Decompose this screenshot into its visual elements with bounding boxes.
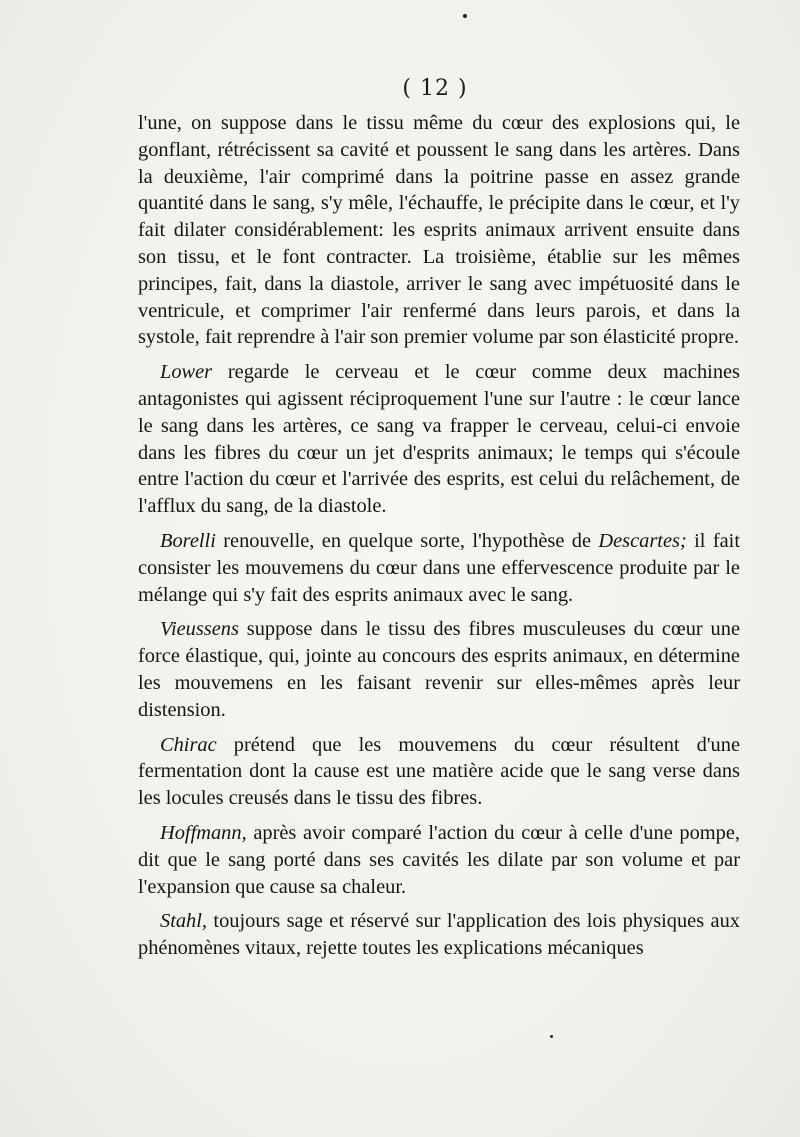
paragraph-text: toujours sage et réservé sur l'application des lois physiques aux phénomènes vitaux, rejette toutes les explications mécaniques [138,910,740,960]
author-name: Vieussens [160,618,239,641]
paragraph-5 [138,732,740,812]
author-name: Lower [160,361,213,384]
author-name: Descartes; [598,529,687,552]
paragraph-6 [138,820,740,900]
paragraph-text: l'une, on suppose dans le tissu même du cœur des explosions qui, le gonflant, rétrécissent sa cavité et poussent le sang dans les artères. Dans la deuxième, l'air comprimé dans la poitrine passe en assez grande quantité dans le sang, s'y mêle, l'échauffe, le précipite dans le cœur, et l'y fait dilater considérablement: les esprits animaux arrivent ensuite dans son tissu, et le font contracter. La troisième, établie sur les mêmes principes, fait, dans la diastole, arriver le sang avec impétuosité dans le ventricule, et comprimer l'air renfermé dans leurs parois, et dans la systole, fait reprendre à l'air son premier volume par son élasticité propre. [138,112,740,349]
author-name: Stahl, [160,910,208,933]
page-number: ( 12 ) [402,76,468,101]
paragraph-text: renouvelle, en quelque sorte, l'hypothèse de [215,529,599,552]
paragraph-7 [138,908,740,962]
ink-speck [463,14,467,18]
paragraph-text: prétend que les mouvemens du cœur résultent d'une fermentation dont la cause est une matière acide que le sang verse dans les locules creusés dans le tissu des fibres. [138,733,740,810]
paragraph-text: après avoir comparé l'action du cœur à celle d'une pompe, dit que le sang porté dans ses cavités les dilate par son volume et par l'expansion que cause sa chaleur. [138,821,740,898]
body-text [138,110,740,970]
paragraph-1 [138,110,740,351]
paragraph-text: suppose dans le tissu des fibres musculeuses du cœur une force élastique, qui, jointe au concours des esprits animaux, en détermine les mouvemens en les faisant revenir sur elles-mêmes après leur distension. [138,618,740,721]
paragraph-3 [138,528,740,608]
paragraph-text: regarde le cerveau et le cœur comme deux machines antagonistes qui agissent réciproquement l'une sur l'autre : le cœur lance le sang dans les artères, ce sang va frapper le cerveau, celui-ci envoie dans les fibres du cœur un jet d'esprits animaux; le temps qui s'écoule entre l'action du cœur et l'arrivée des esprits, est celui du relâchement, de l'afflux du sang, de la diastole. [138,361,740,518]
author-name: Hoffmann, [160,821,247,844]
ink-speck [550,1035,553,1038]
author-name: Chirac [160,733,217,756]
paragraph-2 [138,359,740,520]
paragraph-4 [138,616,740,723]
author-name: Borelli [160,529,216,552]
paragraph-text: il fait consister les mouvemens du cœur dans une effervescence produite par le mélange qui s'y fait des esprits animaux avec le sang. [138,529,740,606]
